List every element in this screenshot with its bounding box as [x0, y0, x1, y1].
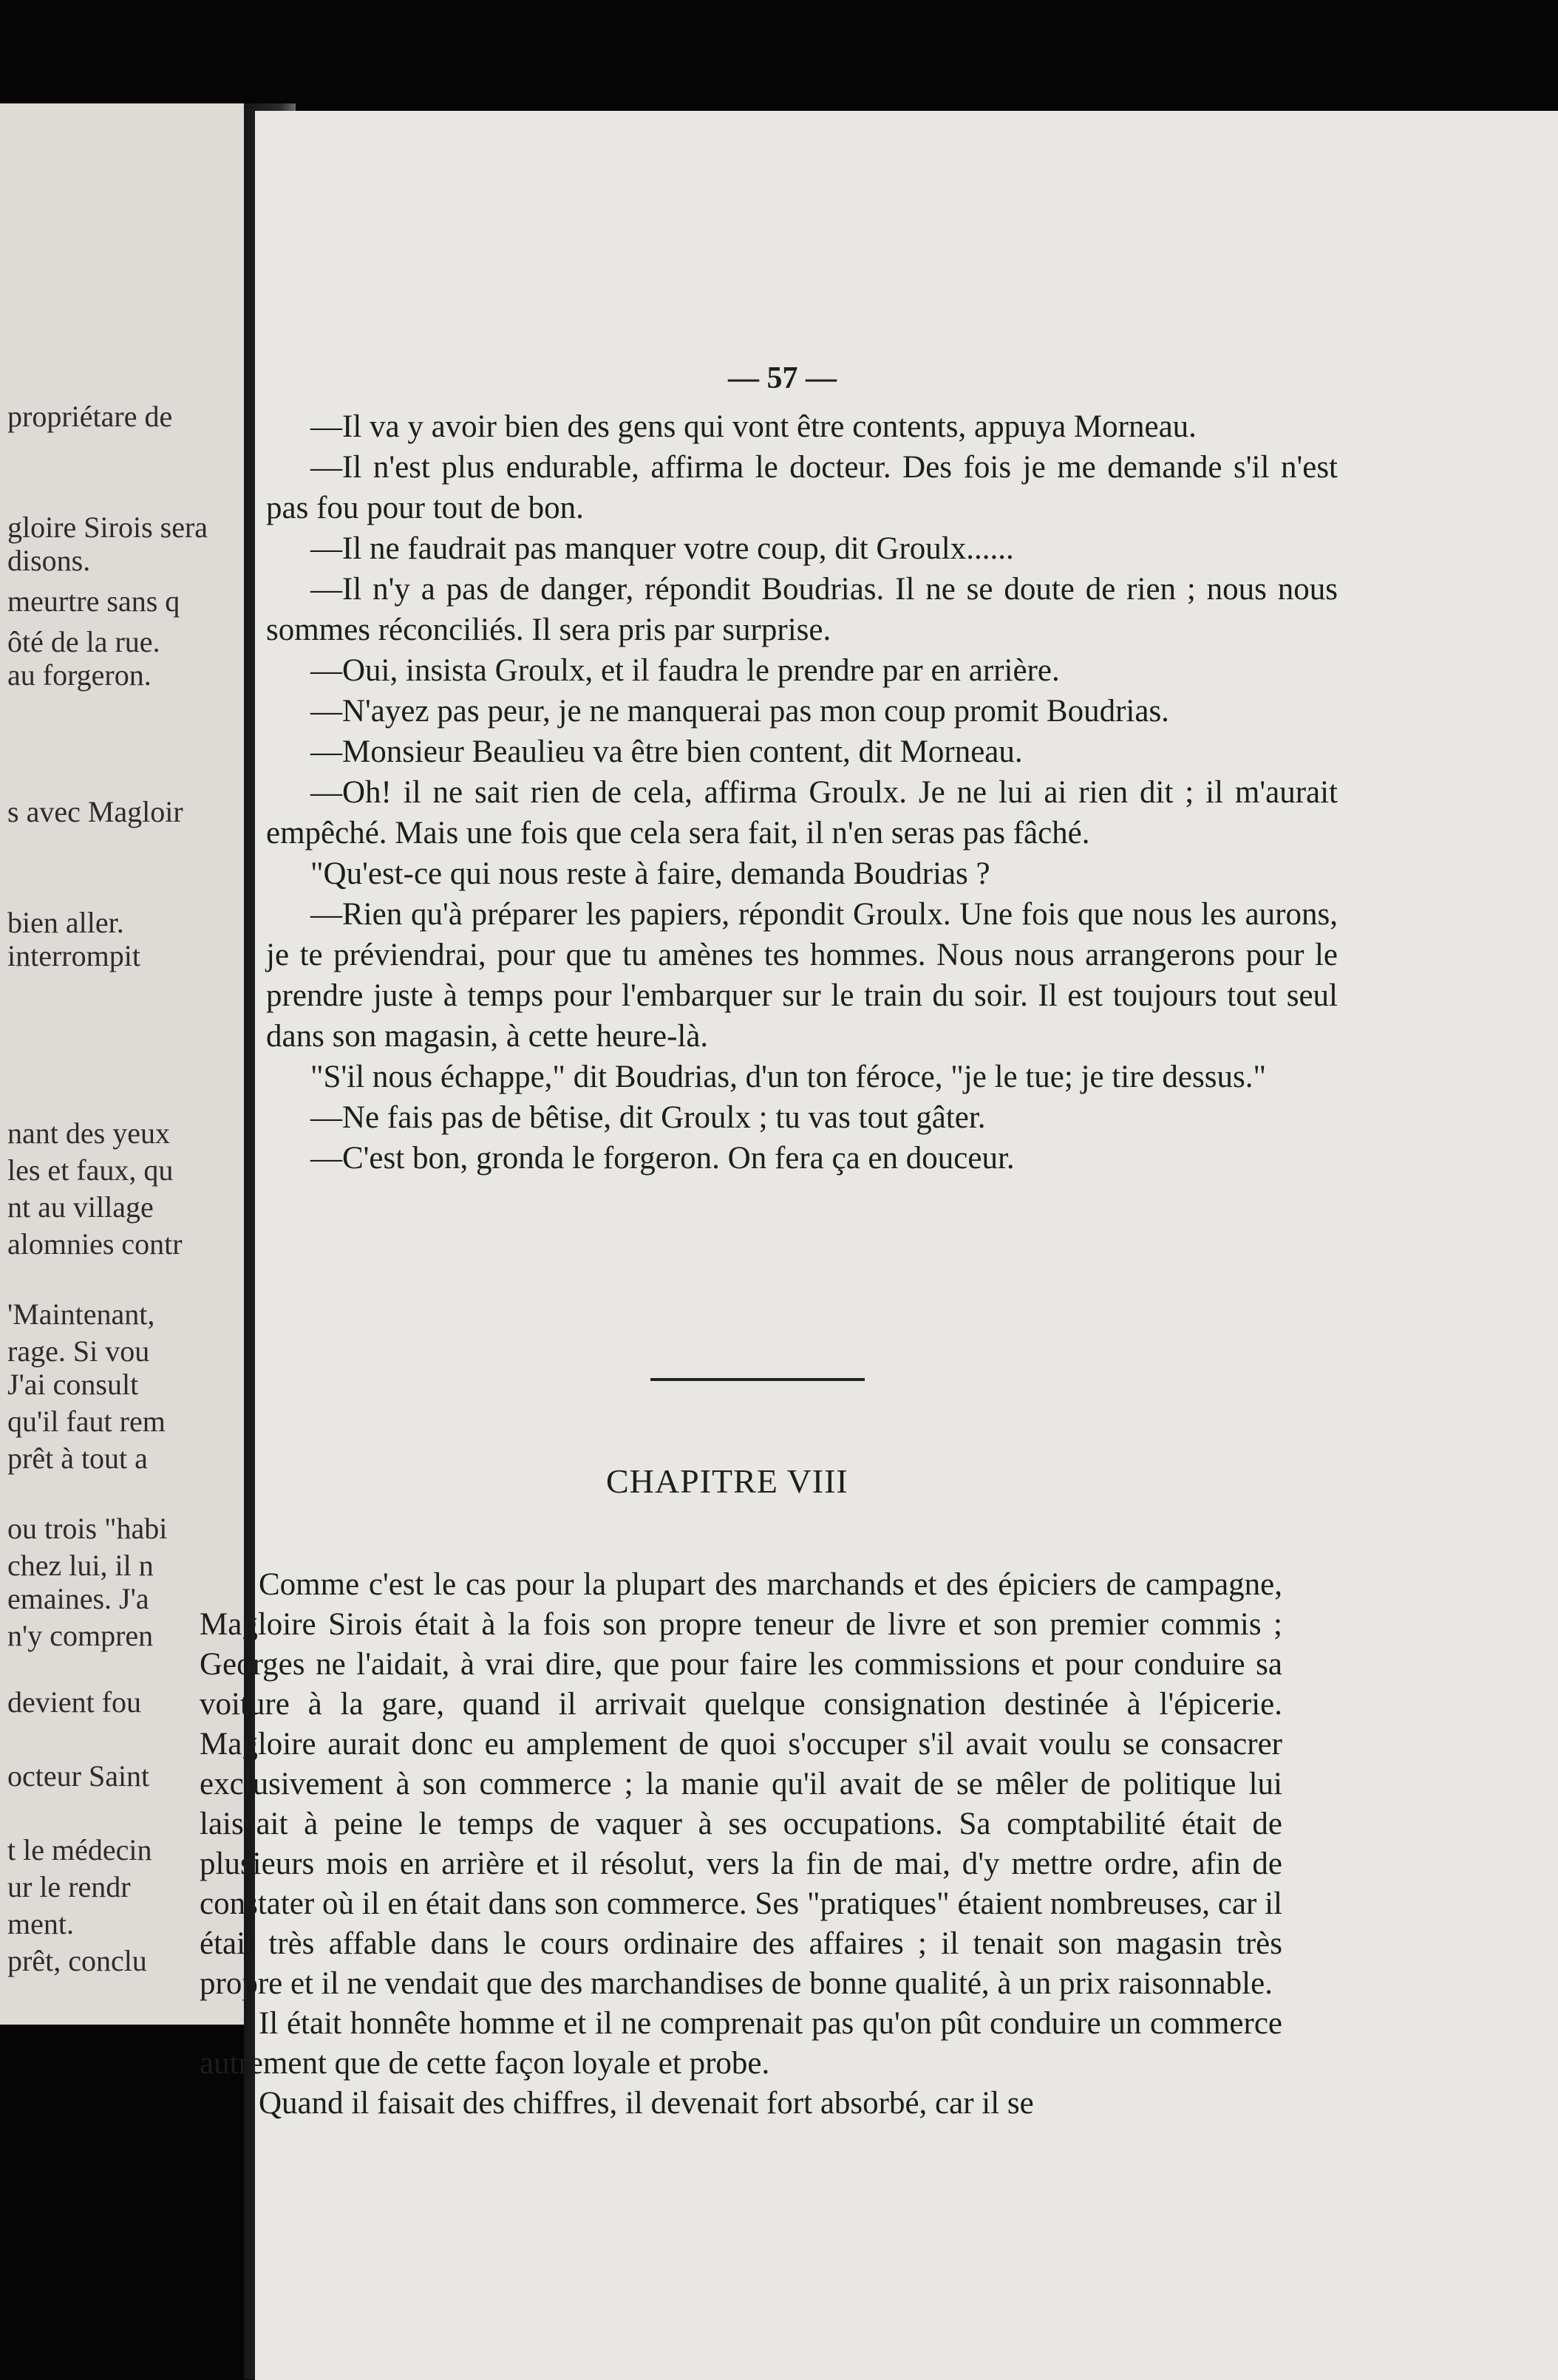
facing-page-line: meurtre sans q: [7, 584, 180, 618]
facing-page-line: n'y compren: [7, 1619, 154, 1652]
facing-page-line: ôté de la rue.: [7, 625, 160, 658]
facing-page-line: rage. Si vou: [7, 1334, 150, 1368]
chapter-title: CHAPITRE VIII: [606, 1462, 848, 1500]
paragraph: "Qu'est-ce qui nous reste à faire, demanda Boudrias ?: [310, 856, 990, 891]
facing-page-line: alomnies contr: [7, 1227, 183, 1261]
facing-page-line: s avec Magloir: [7, 795, 183, 828]
chapter-paragraph: Il était honnête homme et il ne comprenait pas qu'on pût conduire un commerce autrement que de cette façon loyale et probe.: [200, 2006, 1282, 2081]
paragraph: —Rien qu'à préparer les papiers, répondit Groulx. Une fois que nous les aurons, je te préviendrai, pour que tu amènes tes hommes. Nous nous arrangerons pour le prendre juste à temps pour l'embarquer sur le train du soir. Il est toujours tout seul dans son magasin, à cette heure-là.: [266, 897, 1338, 1054]
paragraph: —Il n'est plus endurable, affirma le docteur. Des fois je me demande s'il n'est pas fou pour tout de bon.: [266, 450, 1338, 525]
facing-page-line: qu'il faut rem: [7, 1405, 166, 1438]
facing-page-line: ment.: [7, 1907, 74, 1940]
paragraph: —N'ayez pas peur, je ne manquerai pas mon coup promit Boudrias.: [310, 694, 1169, 729]
chapter-paragraph: Comme c'est le cas pour la plupart des marchands et des épiciers de campagne, Magloire Sirois était à la fois son propre teneur de livre et son premier commis ; Georges ne l'aidait, à vrai dire, que pour faire les commissions et pour conduire sa voiture à la gare, quand il arrivait quelque consignation destinée à l'épicerie. Magloire aurait donc eu amplement de quoi s'occuper s'il avait voulu se consacrer exclusivement à son commerce ; la manie qu'il avait de se mêler de politique lui laissait à peine le temps de vaquer à ses occupations. Sa comptabilité était de plusieurs mois en arrière et il résolut, vers la fin de mai, d'y mettre ordre, afin de constater où il en était dans son commerce. Ses "pratiques" étaient nombreuses, car il était très affable dans le cours ordinaire des affaires ; il tenait son magasin très propre et il ne vendait que des marchandises de bonne qualité, à un prix raisonnable.: [200, 1567, 1282, 2001]
facing-page-line: devient fou: [7, 1685, 142, 1719]
facing-page-line: J'ai consult: [7, 1368, 139, 1401]
facing-page-line: interrompit: [7, 939, 140, 972]
paragraph: —Ne fais pas de bêtise, dit Groulx ; tu vas tout gâter.: [310, 1100, 986, 1135]
facing-page-line: ou trois "habi: [7, 1512, 168, 1545]
facing-page-line: propriétare de: [7, 400, 173, 433]
paragraph: —Il va y avoir bien des gens qui vont être contents, appuya Morneau.: [310, 409, 1197, 444]
paragraph: —C'est bon, gronda le forgeron. On fera ça en douceur.: [310, 1141, 1015, 1176]
paragraph: —Monsieur Beaulieu va être bien content, dit Morneau.: [310, 734, 1023, 769]
facing-page-line: au forgeron.: [7, 658, 152, 692]
facing-page-line: emaines. J'a: [7, 1582, 149, 1615]
page-number: — 57 —: [728, 361, 837, 395]
paragraph: "S'il nous échappe," dit Boudrias, d'un ton féroce, "je le tue; je tire dessus.": [310, 1060, 1267, 1094]
facing-page-line: prêt à tout a: [7, 1442, 148, 1475]
facing-page-line: bien aller.: [7, 906, 124, 939]
facing-page-line: disons.: [7, 544, 91, 577]
dialogue-text: [266, 406, 1338, 1179]
chapter-paragraph: Quand il faisait des chiffres, il devenait fort absorbé, car il se: [259, 2086, 1034, 2121]
paragraph: —Il ne faudrait pas manquer votre coup, dit Groulx......: [310, 531, 1014, 566]
paragraph: —Oui, insista Groulx, et il faudra le prendre par en arrière.: [310, 653, 1060, 688]
facing-page-line: chez lui, il n: [7, 1549, 154, 1582]
facing-page-line: 'Maintenant,: [7, 1298, 155, 1331]
facing-page-line: t le médecin: [7, 1833, 152, 1866]
paragraph: —Oh! il ne sait rien de cela, affirma Groulx. Je ne lui ai rien dit ; il m'aurait empêché. Mais une fois que cela sera fait, il n'en seras pas fâché.: [266, 775, 1338, 850]
section-divider: [650, 1378, 865, 1381]
facing-page-line: prêt, conclu: [7, 1944, 147, 1977]
facing-page-line: nant des yeux: [7, 1116, 170, 1150]
facing-page-line: gloire Sirois sera: [7, 511, 208, 544]
facing-page-line: les et faux, qu: [7, 1153, 174, 1187]
facing-page-line: nt au village: [7, 1190, 154, 1224]
facing-page-line: ur le rendr: [7, 1870, 131, 1903]
facing-page-line: octeur Saint: [7, 1759, 150, 1793]
paragraph: —Il n'y a pas de danger, répondit Boudrias. Il ne se doute de rien ; nous nous sommes réconciliés. Il sera pris par surprise.: [266, 572, 1338, 647]
chapter-text: [200, 1565, 1282, 2124]
